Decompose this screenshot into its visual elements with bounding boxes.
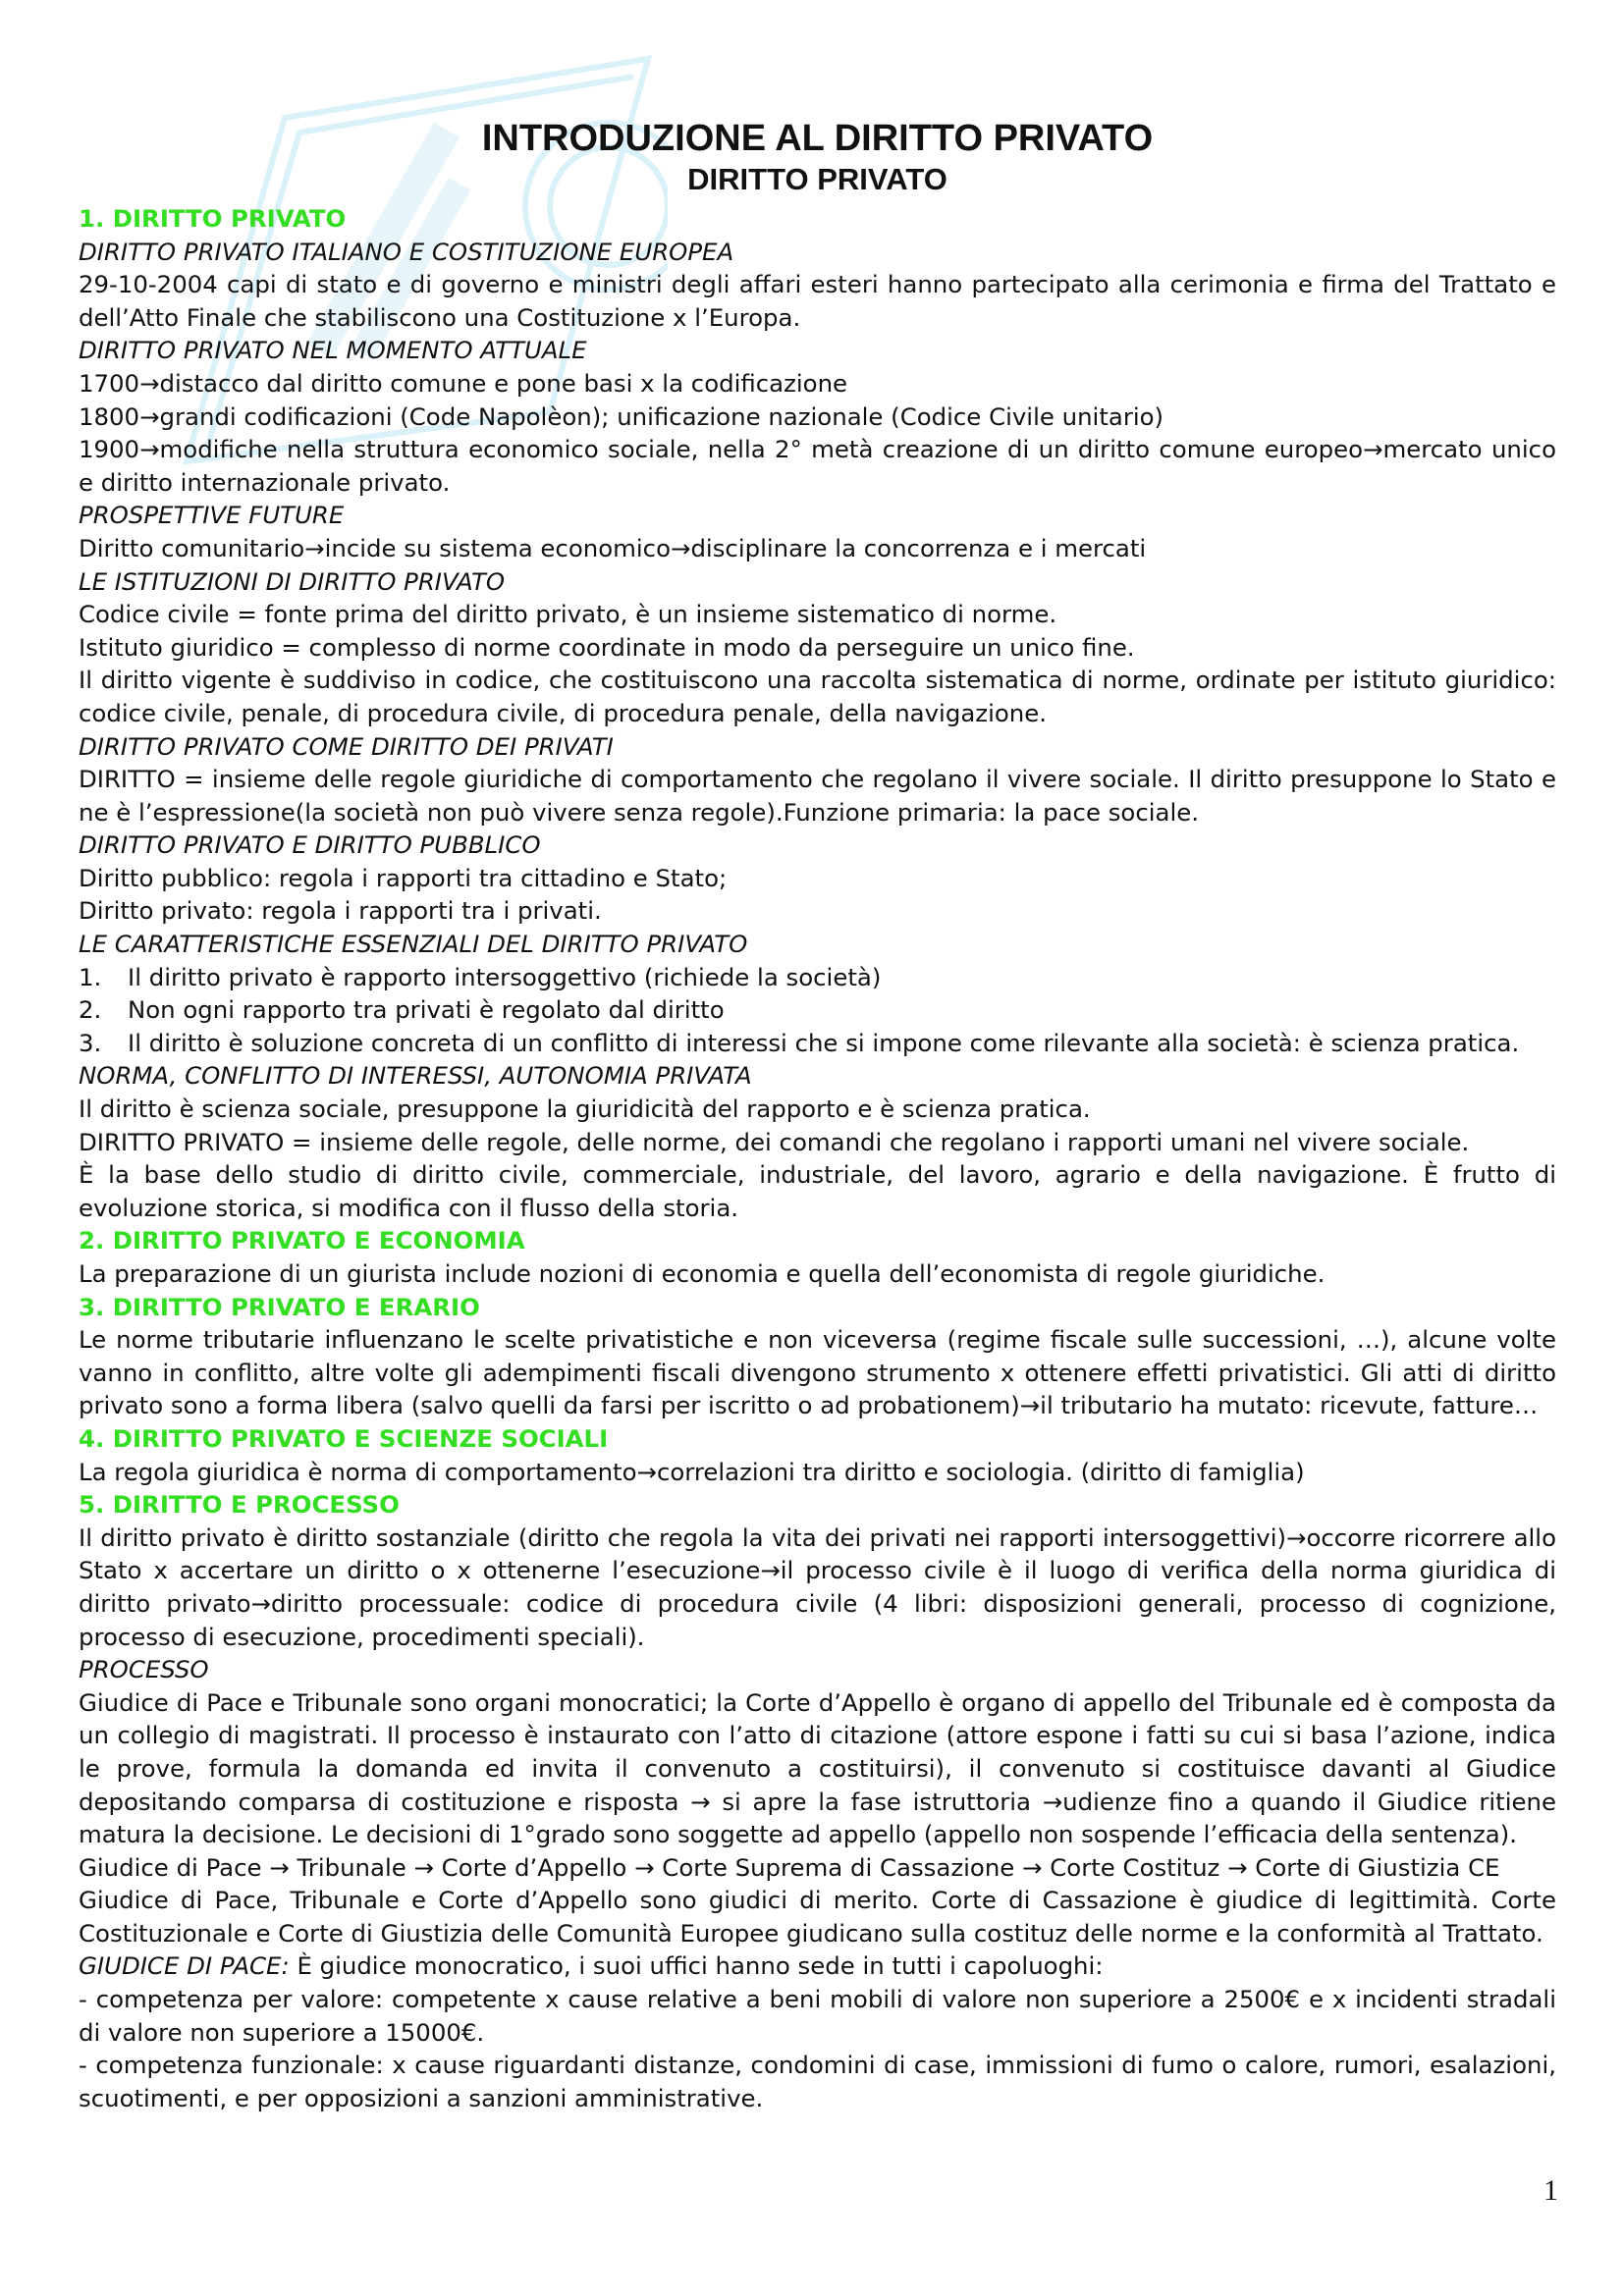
list-item bbox=[79, 1027, 1556, 1060]
paragraph: Il diritto è scienza sociale, presuppone la giuridicità del rapporto e è scienza pratica. bbox=[79, 1095, 1091, 1124]
paragraph: DIRITTO = insieme delle regole giuridiche di comportamento che regolano il vivere sociale. Il diritto presuppone lo Stato e ne è l’espressione(la società non può vivere senza regole).Funzione primaria: la pace sociale. bbox=[79, 765, 1556, 827]
paragraph: Istituto giuridico = complesso di norme coordinate in modo da perseguire un unico fine. bbox=[79, 632, 1135, 662]
subheading: DIRITTO PRIVATO ITALIANO E COSTITUZIONE EUROPEA bbox=[79, 237, 734, 266]
gdp-text: È giudice monocratico, i suoi uffici hanno sede in tutti i capoluoghi: bbox=[289, 1951, 1104, 1981]
list-number: 1. bbox=[79, 962, 102, 991]
subheading: PROCESSO bbox=[79, 1655, 209, 1684]
section-heading-5: 5. DIRITTO E PROCESSO bbox=[79, 1490, 400, 1520]
subheading: LE ISTITUZIONI DI DIRITTO PRIVATO bbox=[79, 566, 506, 596]
paragraph: Diritto privato: regola i rapporti tra i privati. bbox=[79, 896, 602, 926]
list-number: 3. bbox=[79, 1028, 102, 1057]
section-heading-1: 1. DIRITTO PRIVATO bbox=[79, 204, 347, 233]
paragraph: DIRITTO PRIVATO = insieme delle regole, delle norme, dei comandi che regolano i rapporti umani nel vivere sociale. bbox=[79, 1127, 1470, 1156]
list-item bbox=[79, 993, 1556, 1027]
paragraph: Giudice di Pace → Tribunale → Corte d’Appello → Corte Suprema di Cassazione → Corte Costituz → Corte di Giustizia CE bbox=[79, 1852, 1500, 1882]
document-subtitle: DIRITTO PRIVATO bbox=[687, 162, 947, 196]
subheading: DIRITTO PRIVATO E DIRITTO PUBBLICO bbox=[79, 830, 541, 860]
paragraph: 29-10-2004 capi di stato e di governo e ministri degli affari esteri hanno partecipato alla cerimonia e firma del Trattato e dell’Atto Finale che stabiliscono una Costituzione x l’Europa. bbox=[79, 270, 1556, 332]
list-item bbox=[79, 961, 1556, 994]
subheading: PROSPETTIVE FUTURE bbox=[79, 501, 345, 530]
document-content bbox=[79, 116, 1556, 2114]
paragraph: 1700→distacco dal diritto comune e pone basi x la codificazione bbox=[79, 368, 848, 398]
paragraph: Le norme tributarie influenzano le scelte privatistiche e non viceversa (regime fiscale sulle successioni, …), alcune volte vanno in conflitto, altre volte gli adempimenti fiscali divengono strumento x ottenere effetti privatistici. Gli atti di diritto privato sono a forma libera (salvo quelli da farsi per iscritto o ad probationem)→il tributario ha mutato: ricevute, fatture… bbox=[79, 1325, 1556, 1420]
paragraph bbox=[79, 1949, 1556, 1983]
paragraph: Giudice di Pace, Tribunale e Corte d’Appello sono giudici di merito. Corte di Cassazione è giudice di legittimità. Corte Costituzionale e Corte di Giustizia delle Comunità Europee giudicano sulla costituz delle norme e la conformità al Trattato. bbox=[79, 1886, 1556, 1948]
list-number: 2. bbox=[79, 995, 102, 1025]
list-text: Non ogni rapporto tra privati è regolato dal diritto bbox=[128, 995, 725, 1025]
paragraph: - competenza funzionale: x cause riguardanti distanze, condomini di case, immissioni di fumo o calore, rumori, esalazioni, scuotimenti, e per opposizioni a sanzioni amministrative. bbox=[79, 2051, 1556, 2112]
paragraph: 1900→modifiche nella struttura economico sociale, nella 2° metà creazione di un diritto comune europeo→mercato unico e diritto internazionale privato. bbox=[79, 435, 1556, 497]
section-heading-3: 3. DIRITTO PRIVATO E ERARIO bbox=[79, 1292, 480, 1321]
page-number: 1 bbox=[1543, 2174, 1558, 2207]
paragraph: Codice civile = fonte prima del diritto privato, è un insieme sistematico di norme. bbox=[79, 600, 1057, 629]
paragraph: È la base dello studio di diritto civile, commerciale, industriale, del lavoro, agrario e della navigazione. È frutto di evoluzione storica, si modifica con il flusso della storia. bbox=[79, 1160, 1556, 1222]
paragraph: Diritto pubblico: regola i rapporti tra cittadino e Stato; bbox=[79, 863, 728, 892]
subheading: DIRITTO PRIVATO NEL MOMENTO ATTUALE bbox=[79, 336, 587, 365]
paragraph: La preparazione di un giurista include nozioni di economia e quella dell’economista di regole giuridiche. bbox=[79, 1259, 1325, 1288]
paragraph: La regola giuridica è norma di comportamento→correlazioni tra diritto e sociologia. (diritto di famiglia) bbox=[79, 1457, 1305, 1486]
paragraph: 1800→grandi codificazioni (Code Napolèon); unificazione nazionale (Codice Civile unitario) bbox=[79, 401, 1164, 431]
document-title: INTRODUZIONE AL DIRITTO PRIVATO bbox=[481, 118, 1154, 159]
list-text: Il diritto privato è rapporto intersoggettivo (richiede la società) bbox=[128, 962, 882, 991]
gdp-label: GIUDICE DI PACE: bbox=[79, 1951, 290, 1981]
paragraph: Il diritto privato è diritto sostanziale (diritto che regola la vita dei privati nei rapporti intersoggettivi)→occorre ricorrere allo Stato x accertare un diritto o x ottenerne l’esecuzione→il processo civile è il luogo di verifica della norma giuridica di diritto privato→diritto processuale: codice di procedura civile (4 libri: disposizioni generali, processo di cognizione, processo di esecuzione, procedimenti speciali). bbox=[79, 1522, 1556, 1651]
subheading: NORMA, CONFLITTO DI INTERESSI, AUTONOMIA PRIVATA bbox=[79, 1061, 752, 1091]
paragraph: Il diritto vigente è suddiviso in codice, che costituiscono una raccolta sistematica di norme, ordinate per istituto giuridico: codice civile, penale, di procedura civile, di procedura penale, della navigazione. bbox=[79, 666, 1556, 727]
list-text: Il diritto è soluzione concreta di un conflitto di interessi che si impone come rilevante alla società: è scienza pratica. bbox=[128, 1028, 1520, 1057]
section-heading-4: 4. DIRITTO PRIVATO E SCIENZE SOCIALI bbox=[79, 1423, 609, 1453]
section-heading-2: 2. DIRITTO PRIVATO E ECONOMIA bbox=[79, 1226, 525, 1255]
subheading: LE CARATTERISTICHE ESSENZIALI DEL DIRITTO PRIVATO bbox=[79, 930, 748, 959]
paragraph: Diritto comunitario→incide su sistema economico→disciplinare la concorrenza e i mercati bbox=[79, 533, 1147, 562]
subheading: DIRITTO PRIVATO COME DIRITTO DEI PRIVATI bbox=[79, 731, 614, 761]
paragraph: - competenza per valore: competente x cause relative a beni mobili di valore non superiore a 2500€ e x incidenti stradali di valore non superiore a 15000€. bbox=[79, 1985, 1556, 2047]
paragraph: Giudice di Pace e Tribunale sono organi monocratici; la Corte d’Appello è organo di appello del Tribunale ed è composta da un collegio di magistrati. Il processo è instaurato con l’atto di citazione (attore espone i fatti su cui si basa l’azione, indica le prove, formula la domanda ed invita il convenuto a costituirsi), il convenuto si costituisce davanti al Giudice depositando comparsa di costituzione e risposta → si apre la fase istruttoria →udienze fino a quando il Giudice ritiene matura la decisione. Le decisioni di 1°grado sono soggette ad appello (appello non sospende l’efficacia della sentenza). bbox=[79, 1687, 1556, 1849]
